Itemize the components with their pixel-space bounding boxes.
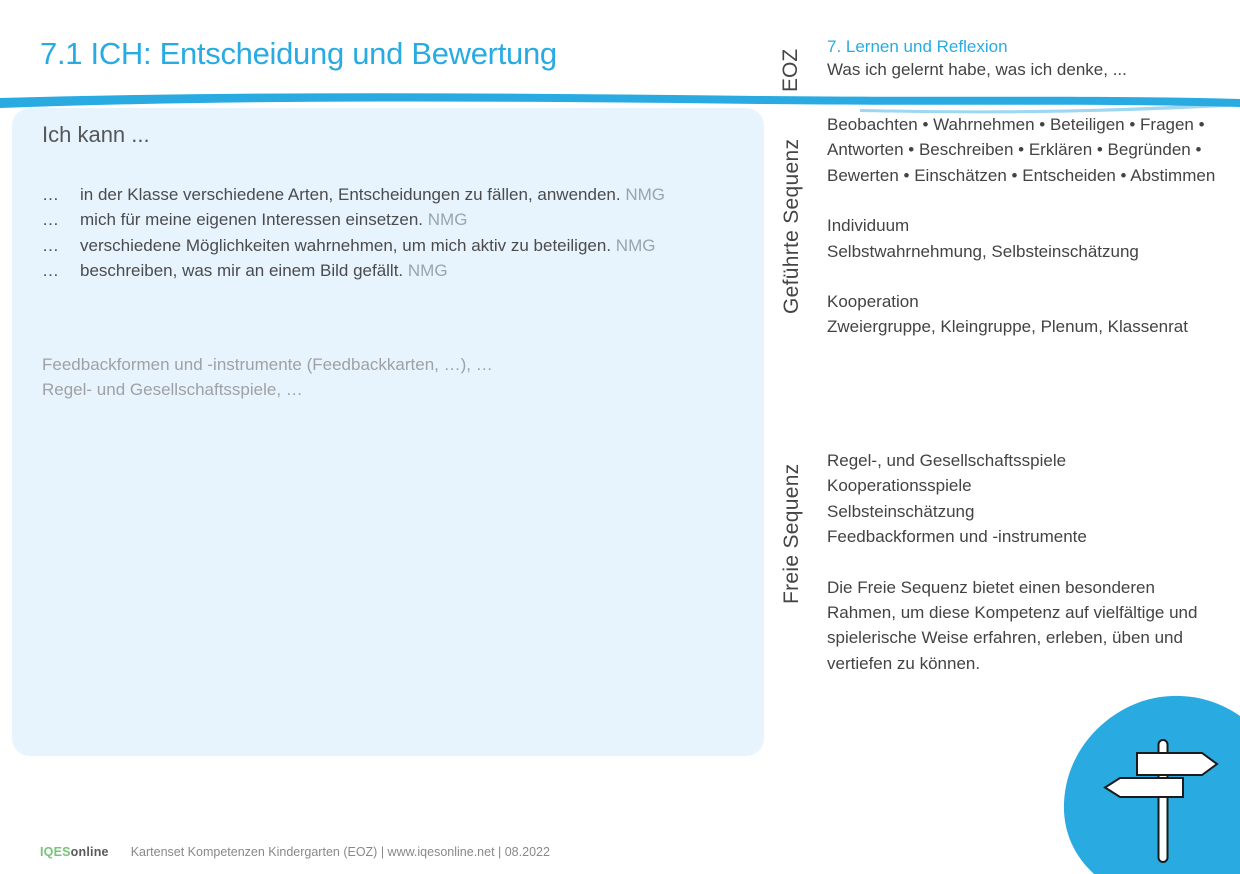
signpost-arrow-right	[1137, 753, 1217, 775]
kooperation-heading: Kooperation	[827, 292, 919, 312]
curriculum-tag: NMG	[407, 261, 448, 281]
activities-text: Beobachten • Wahrnehmen • Beteiligen • Fragen • Antworten • Beschreiben • Erklären • Begründen • Bewerten • Einschätzen • Entscheiden • Abstimmen	[827, 115, 1216, 185]
list-item-marker: …	[42, 235, 59, 255]
footer	[40, 845, 550, 859]
freie-sequenz-label: Freie Sequenz	[780, 463, 803, 604]
individuum-text: Selbstwahrnehmung, Selbsteinschätzung	[827, 241, 1139, 261]
list-item	[42, 233, 734, 258]
freie-item: Regel-, und Gesellschaftsspiele	[827, 451, 1067, 470]
competency-list	[42, 182, 734, 284]
individuum-heading: Individuum	[827, 216, 910, 236]
signpost-icon	[1056, 692, 1240, 874]
materials-line: Feedbackformen und -instrumente (Feedbackkarten, …), …	[42, 354, 493, 374]
curriculum-tag: NMG	[427, 210, 468, 230]
ich-kann-panel	[12, 108, 764, 756]
list-item-marker: …	[42, 210, 59, 230]
panel-heading: Ich kann ...	[42, 122, 150, 147]
gefuehrte-sequenz-label: Geführte Sequenz	[780, 138, 803, 314]
category-subtitle: Was ich gelernt habe, was ich denke, ...	[827, 60, 1127, 79]
logo-online-part: online	[70, 845, 109, 859]
list-item-marker: …	[42, 261, 59, 281]
footer-text: Kartenset Kompetenzen Kindergarten (EOZ) | www.iqesonline.net | 08.2022	[130, 845, 550, 859]
category-header	[827, 37, 1227, 80]
list-item-text: verschiedene Möglichkeiten wahrnehmen, um mich aktiv zu beteiligen. NMG	[80, 235, 656, 255]
curriculum-tag: NMG	[625, 185, 665, 204]
list-item	[42, 182, 734, 207]
iqes-logo	[40, 845, 109, 859]
freie-description: Die Freie Sequenz bietet einen besonderen Rahmen, um diese Kompetenz auf vielfältige und spielerische Weise erfahren, erleben, üben und vertiefen zu können.	[827, 577, 1198, 673]
category-title: 7. Lernen und Reflexion	[827, 37, 1008, 56]
freie-item: Selbsteinschätzung	[827, 501, 975, 521]
list-item-text: beschreiben, was mir an einem Bild gefällt. NMG	[80, 261, 448, 281]
materials-line: Regel- und Gesellschaftsspiele, …	[42, 380, 303, 400]
list-item-marker: …	[42, 185, 59, 204]
freie-item: Feedbackformen und -instrumente	[827, 527, 1087, 547]
curriculum-tag: NMG	[615, 235, 656, 255]
freie-item: Kooperationsspiele	[827, 476, 972, 496]
list-item-text: in der Klasse verschiedene Arten, Entscheidungen zu fällen, anwenden. NMG	[80, 185, 665, 204]
kooperation-text: Zweiergruppe, Kleingruppe, Plenum, Klassenrat	[827, 317, 1188, 337]
list-item	[42, 207, 734, 232]
list-item-text: mich für meine eigenen Interessen einsetzen. NMG	[80, 210, 468, 230]
signpost-arrow-left	[1105, 778, 1183, 797]
freie-sequenz-content	[827, 448, 1219, 676]
page-title: 7.1 ICH: Entscheidung und Bewertung	[40, 36, 557, 71]
gefuehrte-sequenz-content	[827, 112, 1219, 340]
eoz-vertical-label: EOZ	[779, 48, 802, 92]
list-item	[42, 258, 734, 283]
materials-note	[42, 352, 734, 403]
logo-iqes-part: IQES	[40, 845, 71, 859]
